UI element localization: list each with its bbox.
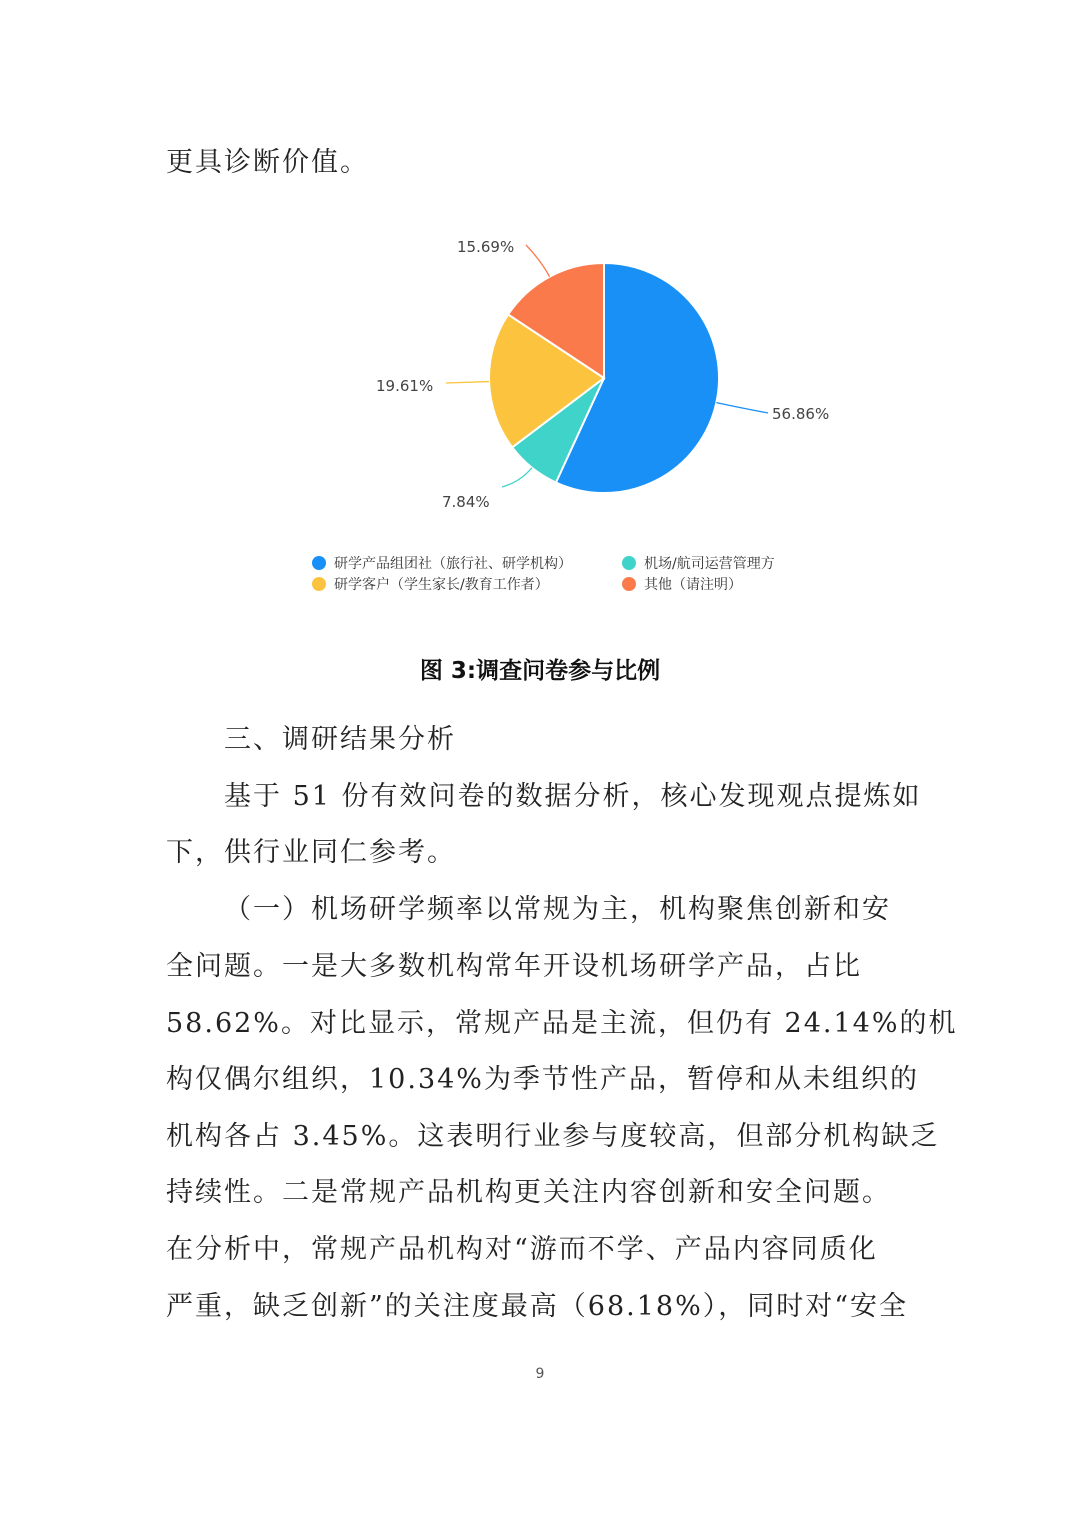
paragraph-line: 机构各占 3.45%。这表明行业参与度较高，但部分机构缺乏 — [166, 1121, 940, 1152]
slice-label-airport-pct: 7.84% — [442, 493, 490, 511]
slice-other-leader-line — [526, 245, 550, 277]
paragraph-line: 构仅偶尔组织，10.34%为季节性产品，暂停和从未组织的 — [166, 1064, 919, 1095]
slice-label-other-pct: 15.69% — [457, 238, 515, 256]
legend-dot-icon — [312, 577, 326, 591]
legend-item-airport — [622, 553, 775, 573]
paragraph-line: 下，供行业同仁参考。 — [166, 837, 456, 868]
legend-dot-icon — [622, 577, 636, 591]
legend-item-customer — [312, 574, 549, 594]
slice-label-customer-pct: 19.61% — [376, 377, 434, 395]
paragraph-line: 持续性。二是常规产品机构更关注内容创新和安全问题。 — [166, 1177, 891, 1208]
legend-label: 研学客户（学生家长/教育工作者） — [334, 577, 549, 593]
paragraph-line: 严重，缺乏创新”的关注度最高（68.18%），同时对“安全 — [166, 1291, 909, 1322]
paragraph-line: （一）机场研学频率以常规为主，机构聚焦创新和安 — [224, 894, 891, 925]
figure-caption: 图 3:调查问卷参与比例 — [419, 658, 661, 684]
paragraph-line: 全问题。一是大多数机构常年开设机场研学产品，占比 — [166, 951, 862, 982]
legend-label: 研学产品组团社（旅行社、研学机构） — [334, 556, 572, 572]
legend-label: 机场/航司运营管理方 — [644, 556, 775, 572]
legend-dot-icon — [312, 556, 326, 570]
paragraph-line: 基于 51 份有效问卷的数据分析，核心发现观点提炼如 — [224, 781, 922, 812]
slice-airport-leader-line — [502, 468, 532, 487]
paragraph-line: 58.62%。对比显示，常规产品是主流，但仍有 24.14%的机 — [166, 1008, 958, 1039]
legend-dot-icon — [622, 556, 636, 570]
paragraph-line: 在分析中，常规产品机构对“游而不学、产品内容同质化 — [166, 1234, 878, 1265]
slice-organizer-leader-line — [716, 403, 768, 413]
intro-text-tail: 更具诊断价值。 — [166, 147, 369, 178]
slice-label-organizer-pct: 56.86% — [772, 405, 830, 423]
section-heading: 三、调研结果分析 — [224, 724, 456, 755]
page-number: 9 — [535, 1366, 545, 1382]
legend-item-organizer — [312, 553, 572, 573]
slice-customer-leader-line — [446, 382, 489, 383]
legend-item-other — [622, 574, 742, 594]
legend-label: 其他（请注明） — [644, 577, 742, 593]
